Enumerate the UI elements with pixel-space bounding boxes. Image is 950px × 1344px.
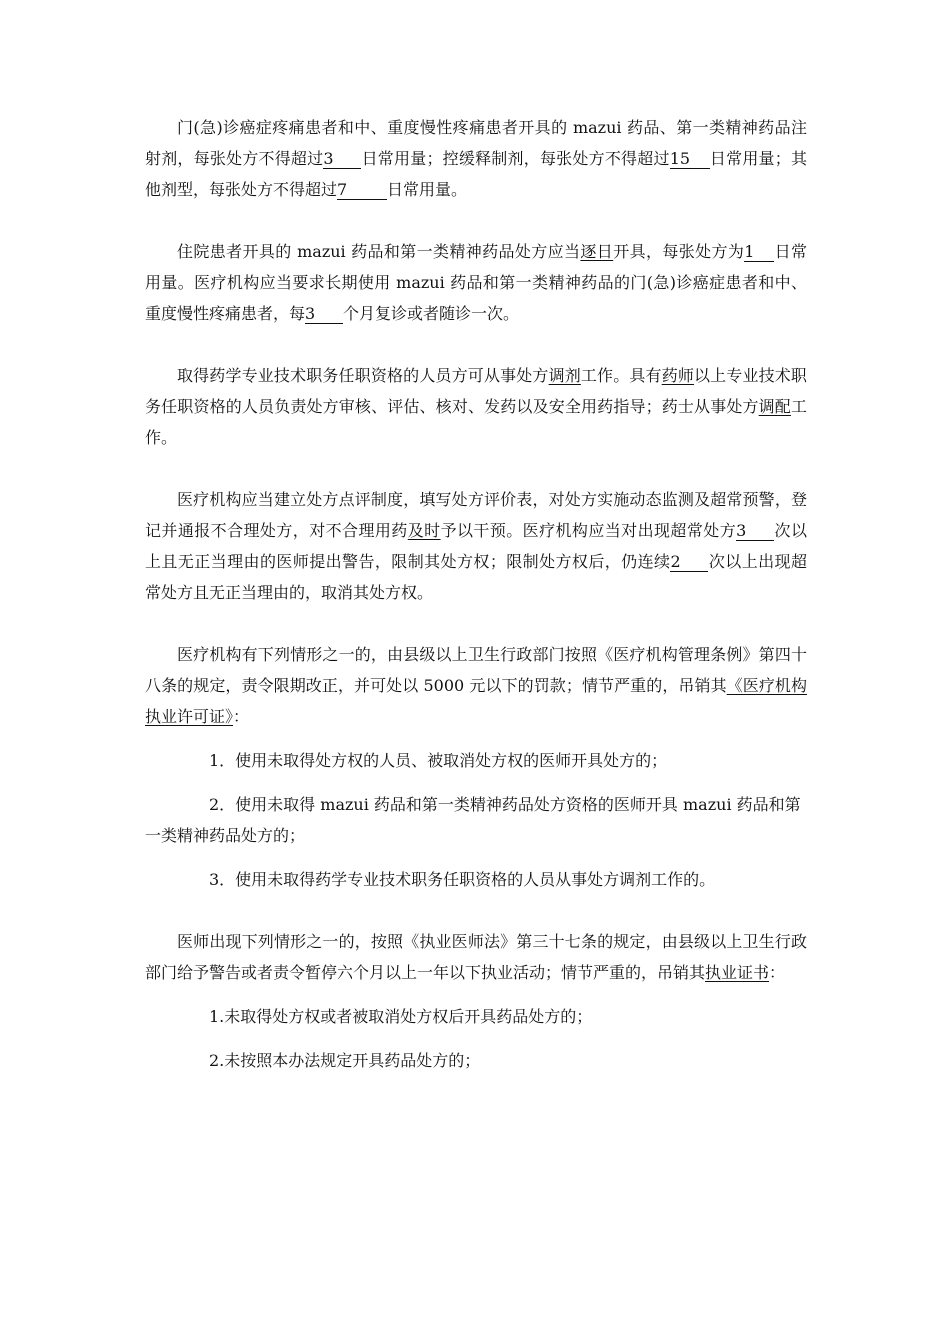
text-segment: ： — [769, 963, 786, 982]
underlined-term-pharmacist: 药师 — [661, 366, 694, 385]
paragraph-dose-limits-outpatient — [145, 112, 807, 205]
text-segment: 予以干预。医疗机构应当对出现超常处方 — [440, 521, 737, 540]
list-item: 1．使用未取得处方权的人员、被取消处方权的医师开具处方的； — [209, 751, 668, 770]
text-segment: 门(急)诊癌症疼痛患者和中、重度慢性疼痛患者开具的 mazui 药品、第一类精神药品注射剂，每张处方不得超过 — [145, 118, 807, 168]
document-page — [145, 112, 807, 1089]
paragraph-pharmacist-qualification — [145, 360, 807, 453]
text-segment: 取得药学专业技术职务任职资格的人员方可从事处方 — [177, 366, 549, 385]
list-item: 2.未按照本办法规定开具药品处方的； — [209, 1051, 481, 1070]
text-segment: 医师出现下列情形之一的，按照《执业医师法》第三十七条的规定，由县级以上卫生行政部门给予警告或者责令暂停六个月以上一年以下执业活动；情节严重的，吊销其 — [145, 932, 807, 982]
fill-blank-3-month: 3 — [305, 305, 343, 324]
list-item: 2．使用未取得 mazui 药品和第一类精神药品处方资格的医师开具 mazui 药品和第一类精神药品处方的； — [145, 795, 801, 845]
text-segment: 次以上出现超常处方且无正当理由的，取消其处方权。 — [145, 552, 807, 602]
text-segment: 医疗机构有下列情形之一的，由县级以上卫生行政部门按照《医疗机构管理条例》第四十八条的规定，责令限期改正，并可处以 5000 元以下的罚款；情节严重的，吊销其 — [145, 645, 807, 695]
underlined-term-daily: 逐日 — [580, 242, 614, 261]
text-segment: 日常用量。医疗机构应当要求长期使用 mazui 药品和第一类精神药品的门(急)诊癌症患者和中、重度慢性疼痛患者，每 — [145, 242, 807, 323]
text-segment: 工作。 — [145, 397, 807, 447]
text-segment: 日常用量；其他剂型，每张处方不得超过 — [145, 149, 807, 199]
paragraph-physician-penalty — [145, 926, 807, 988]
underlined-term-license: 《医疗机构执业许可证》 — [145, 676, 807, 726]
text-segment: 开具，每张处方为 — [613, 242, 745, 261]
text-segment: 日常用量；控缓释制剂，每张处方不得超过 — [361, 149, 670, 168]
paragraph-inpatient-prescription — [145, 236, 807, 329]
text-segment: 个月复诊或者随诊一次。 — [343, 304, 520, 323]
text-segment: 次以上且无正当理由的医师提出警告，限制其处方权；限制处方权后，仍连续 — [145, 521, 807, 571]
underlined-term-certificate: 执业证书 — [705, 963, 770, 982]
fill-blank-1-day: 1 — [744, 243, 774, 262]
text-segment: 医疗机构应当建立处方点评制度，填写处方评价表，对处方实施动态监测及超常预警，登记并通报不合理处方，对不合理用药 — [145, 490, 807, 540]
text-segment: 住院患者开具的 mazui 药品和第一类精神药品处方应当 — [177, 242, 581, 261]
fill-blank-2-times: 2 — [670, 553, 708, 572]
fill-blank-3-times: 3 — [736, 522, 774, 541]
fill-blank-7-day: 7 — [337, 181, 387, 200]
list-item: 1.未取得处方权或者被取消处方权后开具药品处方的； — [209, 1007, 593, 1026]
paragraph-institution-penalty — [145, 639, 807, 732]
fill-blank-3-day: 3 — [323, 150, 361, 169]
paragraph-prescription-review — [145, 484, 807, 608]
fill-blank-15-day: 15 — [670, 150, 710, 169]
underlined-term-dispensing: 调剂 — [548, 366, 581, 385]
underlined-term-timely: 及时 — [407, 521, 441, 540]
text-segment: 工作。具有 — [580, 366, 662, 385]
underlined-term-compounding: 调配 — [758, 397, 791, 416]
text-segment: 日常用量。 — [387, 180, 468, 199]
list-item: 3．使用未取得药学专业技术职务任职资格的人员从事处方调剂工作的。 — [209, 870, 716, 889]
text-segment: 以上专业技术职务任职资格的人员负责处方审核、评估、核对、发药以及安全用药指导；药士从事处方 — [145, 366, 807, 416]
text-segment: ： — [233, 707, 250, 726]
